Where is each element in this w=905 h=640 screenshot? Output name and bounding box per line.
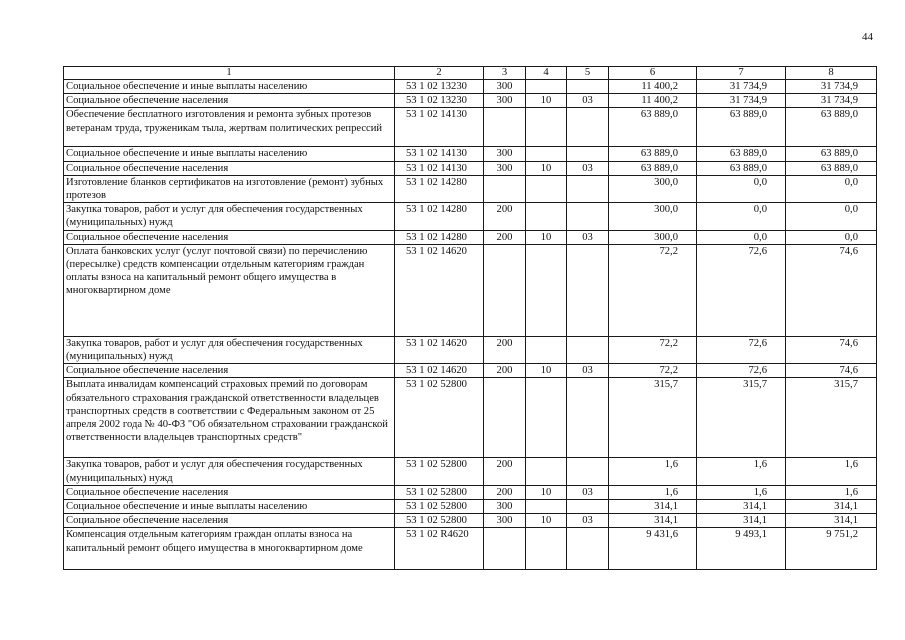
- row-pr-cell: [567, 203, 609, 230]
- column-header: 2: [395, 67, 484, 80]
- row-rz-cell: 10: [526, 485, 567, 499]
- row-value-cell: 315,7: [697, 378, 786, 458]
- row-rz-cell: 10: [526, 514, 567, 528]
- row-value-cell: 63 889,0: [786, 147, 877, 161]
- row-vr-cell: 200: [484, 230, 526, 244]
- row-value-cell: 9 751,2: [786, 528, 877, 570]
- row-vr-cell: [484, 244, 526, 336]
- row-code-cell: 53 1 02 14620: [395, 364, 484, 378]
- row-vr-cell: [484, 175, 526, 202]
- row-pr-cell: [567, 500, 609, 514]
- row-value-cell: 74,6: [786, 336, 877, 363]
- row-vr-cell: [484, 378, 526, 458]
- row-vr-cell: 300: [484, 94, 526, 108]
- table-row: [64, 378, 877, 458]
- column-header: 3: [484, 67, 526, 80]
- row-value-cell: 11 400,2: [609, 94, 697, 108]
- row-vr-cell: [484, 108, 526, 147]
- row-pr-cell: 03: [567, 514, 609, 528]
- row-name-cell: Социальное обеспечение и иные выплаты населению: [64, 80, 395, 94]
- row-code-cell: 53 1 02 52800: [395, 500, 484, 514]
- row-code-cell: 53 1 02 14280: [395, 230, 484, 244]
- row-vr-cell: 300: [484, 161, 526, 175]
- row-value-cell: 72,2: [609, 364, 697, 378]
- row-rz-cell: [526, 147, 567, 161]
- row-name-cell: Выплата инвалидам компенсаций страховых премий по договорам обязательного страхования гражданской ответственности владельцев транспортных средств в соответствии с Федеральным законом от 25 апреля 2002 года № 40-ФЗ "Об обязательном страховании гражданской ответственности владельцев транспортных средств": [64, 378, 395, 458]
- table-row: [64, 500, 877, 514]
- row-value-cell: 0,0: [697, 175, 786, 202]
- row-name-cell: Социальное обеспечение и иные выплаты населению: [64, 500, 395, 514]
- row-value-cell: 63 889,0: [786, 108, 877, 147]
- row-value-cell: 72,6: [697, 244, 786, 336]
- row-name-cell: Социальное обеспечение населения: [64, 364, 395, 378]
- row-value-cell: 74,6: [786, 244, 877, 336]
- row-value-cell: 1,6: [609, 485, 697, 499]
- row-value-cell: 300,0: [609, 203, 697, 230]
- row-rz-cell: [526, 203, 567, 230]
- row-value-cell: 31 734,9: [786, 80, 877, 94]
- row-code-cell: 53 1 02 13230: [395, 94, 484, 108]
- row-value-cell: 72,2: [609, 336, 697, 363]
- table-row: [64, 94, 877, 108]
- row-value-cell: 1,6: [609, 458, 697, 485]
- row-value-cell: 31 734,9: [697, 80, 786, 94]
- row-value-cell: 63 889,0: [609, 147, 697, 161]
- row-value-cell: 63 889,0: [697, 147, 786, 161]
- budget-table: [63, 66, 877, 570]
- row-value-cell: 9 431,6: [609, 528, 697, 570]
- row-value-cell: 0,0: [786, 230, 877, 244]
- column-header: 6: [609, 67, 697, 80]
- row-value-cell: 314,1: [697, 514, 786, 528]
- row-rz-cell: [526, 378, 567, 458]
- row-value-cell: 63 889,0: [609, 161, 697, 175]
- table-row: [64, 244, 877, 336]
- row-name-cell: Компенсация отдельным категориям граждан оплаты взноса на капитальный ремонт общего имущества в многоквартирном доме: [64, 528, 395, 570]
- row-name-cell: Оплата банковских услуг (услуг почтовой связи) по перечислению (пересылке) средств компенсации отдельным категориям граждан оплаты взноса на капитальный ремонт общего имущества в многоквартирном доме: [64, 244, 395, 336]
- row-value-cell: 314,1: [786, 500, 877, 514]
- row-code-cell: 53 1 02 14130: [395, 147, 484, 161]
- row-value-cell: 0,0: [697, 203, 786, 230]
- row-rz-cell: [526, 80, 567, 94]
- row-vr-cell: 200: [484, 458, 526, 485]
- row-code-cell: 53 1 02 R4620: [395, 528, 484, 570]
- row-value-cell: 63 889,0: [697, 161, 786, 175]
- row-vr-cell: 200: [484, 203, 526, 230]
- row-rz-cell: [526, 108, 567, 147]
- row-rz-cell: 10: [526, 230, 567, 244]
- row-value-cell: 72,2: [609, 244, 697, 336]
- row-value-cell: 1,6: [697, 485, 786, 499]
- row-value-cell: 314,1: [609, 500, 697, 514]
- row-code-cell: 53 1 02 14130: [395, 108, 484, 147]
- row-value-cell: 314,1: [609, 514, 697, 528]
- row-pr-cell: 03: [567, 230, 609, 244]
- row-name-cell: Социальное обеспечение населения: [64, 514, 395, 528]
- table-row: [64, 458, 877, 485]
- table-row: [64, 108, 877, 147]
- row-name-cell: Социальное обеспечение населения: [64, 230, 395, 244]
- row-pr-cell: 03: [567, 161, 609, 175]
- page-number: 44: [862, 31, 873, 43]
- row-vr-cell: 300: [484, 500, 526, 514]
- row-value-cell: 0,0: [786, 203, 877, 230]
- column-header: 4: [526, 67, 567, 80]
- row-value-cell: 63 889,0: [697, 108, 786, 147]
- row-value-cell: 31 734,9: [697, 94, 786, 108]
- row-pr-cell: [567, 147, 609, 161]
- row-value-cell: 1,6: [786, 485, 877, 499]
- row-code-cell: 53 1 02 14620: [395, 244, 484, 336]
- row-pr-cell: [567, 80, 609, 94]
- row-rz-cell: 10: [526, 161, 567, 175]
- row-value-cell: 1,6: [786, 458, 877, 485]
- table-row: [64, 514, 877, 528]
- row-name-cell: Закупка товаров, работ и услуг для обеспечения государственных (муниципальных) нужд: [64, 336, 395, 363]
- row-value-cell: 63 889,0: [609, 108, 697, 147]
- row-name-cell: Изготовление бланков сертификатов на изготовление (ремонт) зубных протезов: [64, 175, 395, 202]
- row-name-cell: Социальное обеспечение и иные выплаты населению: [64, 147, 395, 161]
- row-pr-cell: [567, 378, 609, 458]
- row-value-cell: 315,7: [609, 378, 697, 458]
- row-code-cell: 53 1 02 14280: [395, 175, 484, 202]
- column-header: 1: [64, 67, 395, 80]
- row-name-cell: Закупка товаров, работ и услуг для обеспечения государственных (муниципальных) нужд: [64, 458, 395, 485]
- row-name-cell: Социальное обеспечение населения: [64, 161, 395, 175]
- row-vr-cell: 200: [484, 336, 526, 363]
- row-value-cell: 1,6: [697, 458, 786, 485]
- row-value-cell: 72,6: [697, 336, 786, 363]
- row-code-cell: 53 1 02 52800: [395, 485, 484, 499]
- row-pr-cell: [567, 175, 609, 202]
- table-row: [64, 230, 877, 244]
- row-code-cell: 53 1 02 52800: [395, 458, 484, 485]
- row-value-cell: 0,0: [786, 175, 877, 202]
- row-value-cell: 31 734,9: [786, 94, 877, 108]
- row-rz-cell: [526, 175, 567, 202]
- row-pr-cell: [567, 108, 609, 147]
- row-rz-cell: [526, 244, 567, 336]
- table-row: [64, 336, 877, 363]
- row-rz-cell: 10: [526, 94, 567, 108]
- row-vr-cell: 200: [484, 485, 526, 499]
- row-code-cell: 53 1 02 13230: [395, 80, 484, 94]
- row-vr-cell: 300: [484, 514, 526, 528]
- row-value-cell: 300,0: [609, 175, 697, 202]
- row-pr-cell: 03: [567, 364, 609, 378]
- row-value-cell: 314,1: [697, 500, 786, 514]
- row-pr-cell: 03: [567, 485, 609, 499]
- row-vr-cell: 300: [484, 80, 526, 94]
- row-value-cell: 0,0: [697, 230, 786, 244]
- column-header: 5: [567, 67, 609, 80]
- row-code-cell: 53 1 02 14620: [395, 336, 484, 363]
- row-rz-cell: [526, 458, 567, 485]
- table-row: [64, 147, 877, 161]
- row-value-cell: 72,6: [697, 364, 786, 378]
- row-value-cell: 74,6: [786, 364, 877, 378]
- row-name-cell: Обеспечение бесплатного изготовления и ремонта зубных протезов ветеранам труда, труженикам тыла, жертвам политических репрессий: [64, 108, 395, 147]
- header-row: [64, 67, 877, 80]
- row-pr-cell: [567, 244, 609, 336]
- row-vr-cell: 200: [484, 364, 526, 378]
- table-row: [64, 485, 877, 499]
- row-code-cell: 53 1 02 52800: [395, 378, 484, 458]
- row-value-cell: 315,7: [786, 378, 877, 458]
- table-row: [64, 161, 877, 175]
- row-pr-cell: [567, 336, 609, 363]
- row-code-cell: 53 1 02 14130: [395, 161, 484, 175]
- row-pr-cell: 03: [567, 94, 609, 108]
- row-vr-cell: [484, 528, 526, 570]
- row-rz-cell: [526, 500, 567, 514]
- table-row: [64, 203, 877, 230]
- row-name-cell: Закупка товаров, работ и услуг для обеспечения государственных (муниципальных) нужд: [64, 203, 395, 230]
- row-rz-cell: [526, 528, 567, 570]
- table-row: [64, 528, 877, 570]
- row-value-cell: 9 493,1: [697, 528, 786, 570]
- row-value-cell: 300,0: [609, 230, 697, 244]
- row-rz-cell: 10: [526, 364, 567, 378]
- column-header: 8: [786, 67, 877, 80]
- table-row: [64, 80, 877, 94]
- row-rz-cell: [526, 336, 567, 363]
- table-row: [64, 175, 877, 202]
- row-name-cell: Социальное обеспечение населения: [64, 94, 395, 108]
- row-value-cell: 63 889,0: [786, 161, 877, 175]
- column-header: 7: [697, 67, 786, 80]
- row-value-cell: 11 400,2: [609, 80, 697, 94]
- table-row: [64, 364, 877, 378]
- row-code-cell: 53 1 02 52800: [395, 514, 484, 528]
- row-code-cell: 53 1 02 14280: [395, 203, 484, 230]
- row-vr-cell: 300: [484, 147, 526, 161]
- row-name-cell: Социальное обеспечение населения: [64, 485, 395, 499]
- row-value-cell: 314,1: [786, 514, 877, 528]
- row-pr-cell: [567, 528, 609, 570]
- row-pr-cell: [567, 458, 609, 485]
